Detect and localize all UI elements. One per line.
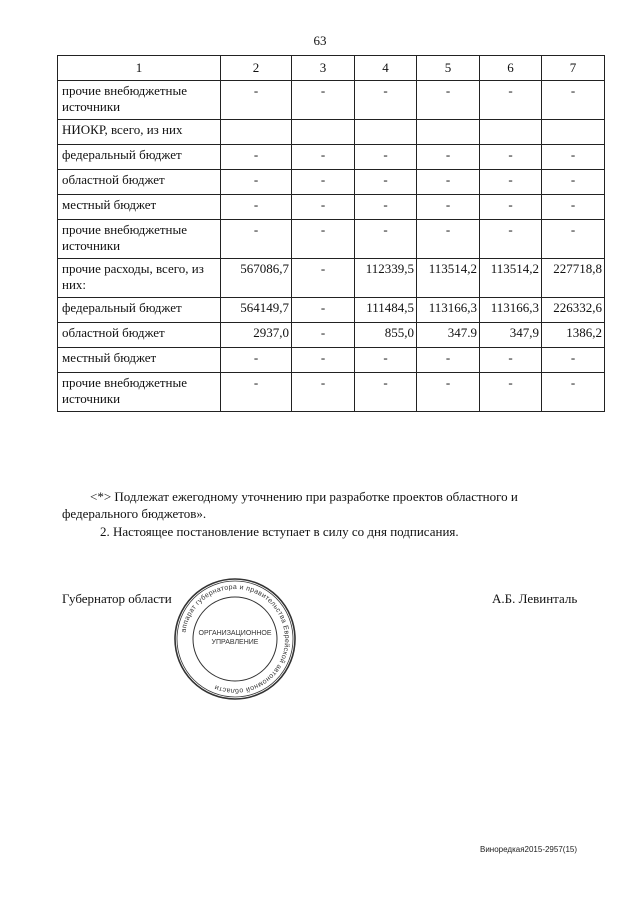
table-cell <box>355 120 417 145</box>
table-cell: - <box>221 195 292 220</box>
table-cell: - <box>221 373 292 412</box>
table-cell: - <box>292 195 355 220</box>
table-cell: - <box>542 170 605 195</box>
table-cell: 113514,2 <box>480 259 542 298</box>
table-cell: - <box>292 81 355 120</box>
column-header: 6 <box>480 56 542 81</box>
document-code: Виноредкая2015-2957(15) <box>480 845 578 854</box>
row-label: прочие внебюджетные источники <box>58 373 221 412</box>
table-cell: - <box>417 81 480 120</box>
effective-clause: 2. Настоящее постановление вступает в силу со дня подписания. <box>100 524 459 539</box>
table-cell: - <box>417 170 480 195</box>
row-label: прочие расходы, всего, из них: <box>58 259 221 298</box>
table-cell: - <box>542 195 605 220</box>
table-body <box>58 81 605 412</box>
column-header: 4 <box>355 56 417 81</box>
table-cell: - <box>292 220 355 259</box>
table-cell: 112339,5 <box>355 259 417 298</box>
table-row <box>58 81 605 120</box>
table-cell: - <box>480 145 542 170</box>
table-cell: 564149,7 <box>221 298 292 323</box>
table-cell: - <box>417 373 480 412</box>
table-cell: - <box>221 81 292 120</box>
table-cell: - <box>292 170 355 195</box>
table-cell: - <box>480 220 542 259</box>
table-cell: - <box>292 145 355 170</box>
table-cell <box>417 120 480 145</box>
table-cell: - <box>355 81 417 120</box>
row-label: прочие внебюджетные источники <box>58 220 221 259</box>
table-cell: - <box>355 195 417 220</box>
table-cell: 113166,3 <box>417 298 480 323</box>
table-cell: - <box>221 170 292 195</box>
table-row <box>58 348 605 373</box>
seal-center-line: УПРАВЛЕНИЕ <box>211 639 259 646</box>
table-cell: 855,0 <box>355 323 417 348</box>
table-cell: 226332,6 <box>542 298 605 323</box>
table-cell: - <box>292 348 355 373</box>
table-row <box>58 120 605 145</box>
column-header: 3 <box>292 56 355 81</box>
table-header-row <box>58 56 605 81</box>
table-row <box>58 298 605 323</box>
table-cell: - <box>355 145 417 170</box>
signatory-name: А.Б. Левинталь <box>492 591 578 606</box>
row-label: федеральный бюджет <box>58 145 221 170</box>
table-cell: - <box>480 373 542 412</box>
column-header: 5 <box>417 56 480 81</box>
table-cell: - <box>355 220 417 259</box>
table-cell: - <box>292 259 355 298</box>
table-row <box>58 373 605 412</box>
table-cell: - <box>355 348 417 373</box>
signatory-title: Губернатор области <box>62 591 172 606</box>
table-cell: - <box>417 195 480 220</box>
column-header: 2 <box>221 56 292 81</box>
row-label: местный бюджет <box>58 348 221 373</box>
table-cell: - <box>417 145 480 170</box>
table-cell: 1386,2 <box>542 323 605 348</box>
row-label: прочие внебюджетные источники <box>58 81 221 120</box>
table-cell: 347,9 <box>480 323 542 348</box>
table-row <box>58 259 605 298</box>
table-cell: 111484,5 <box>355 298 417 323</box>
table-cell: - <box>355 373 417 412</box>
table-cell: - <box>221 145 292 170</box>
table-cell: - <box>542 81 605 120</box>
table-cell: - <box>542 220 605 259</box>
table-row <box>58 195 605 220</box>
page-number: 63 <box>313 33 327 48</box>
row-label: областной бюджет <box>58 170 221 195</box>
table-cell <box>480 120 542 145</box>
table-row <box>58 323 605 348</box>
table-row <box>58 170 605 195</box>
table-row <box>58 220 605 259</box>
table-cell <box>292 120 355 145</box>
table-cell <box>221 120 292 145</box>
table-cell: - <box>417 348 480 373</box>
table-cell: - <box>480 170 542 195</box>
table-cell: - <box>221 220 292 259</box>
row-label: местный бюджет <box>58 195 221 220</box>
seal-center-line: ОРГАНИЗАЦИОННОЕ <box>198 630 272 637</box>
row-label: областной бюджет <box>58 323 221 348</box>
row-label: НИОКР, всего, из них <box>58 120 221 145</box>
table-cell: - <box>480 348 542 373</box>
table-cell: - <box>542 348 605 373</box>
table-row <box>58 145 605 170</box>
table-cell: - <box>542 145 605 170</box>
table-cell: 113166,3 <box>480 298 542 323</box>
table-cell: 227718,8 <box>542 259 605 298</box>
column-header: 7 <box>542 56 605 81</box>
table-cell: 567086,7 <box>221 259 292 298</box>
official-seal <box>172 576 298 702</box>
table-cell: - <box>292 373 355 412</box>
table-cell: - <box>355 170 417 195</box>
table-cell: - <box>292 323 355 348</box>
table-cell: 113514,2 <box>417 259 480 298</box>
table-cell: 2937,0 <box>221 323 292 348</box>
table-cell: - <box>480 195 542 220</box>
table-cell: 347.9 <box>417 323 480 348</box>
table-cell: - <box>417 220 480 259</box>
table-cell: - <box>292 298 355 323</box>
table-cell: - <box>480 81 542 120</box>
table-cell: - <box>542 373 605 412</box>
row-label: федеральный бюджет <box>58 298 221 323</box>
svg-text:аппарат губернатора и правител: аппарат губернатора и правительства Еврейской автономной области <box>180 583 291 695</box>
budget-table <box>57 55 605 412</box>
table-cell: - <box>221 348 292 373</box>
footnote: <*> Подлежат ежегодному уточнению при разработке проектов областного и федерального бюджетов». <box>62 489 518 521</box>
column-header: 1 <box>58 56 221 81</box>
table-cell <box>542 120 605 145</box>
